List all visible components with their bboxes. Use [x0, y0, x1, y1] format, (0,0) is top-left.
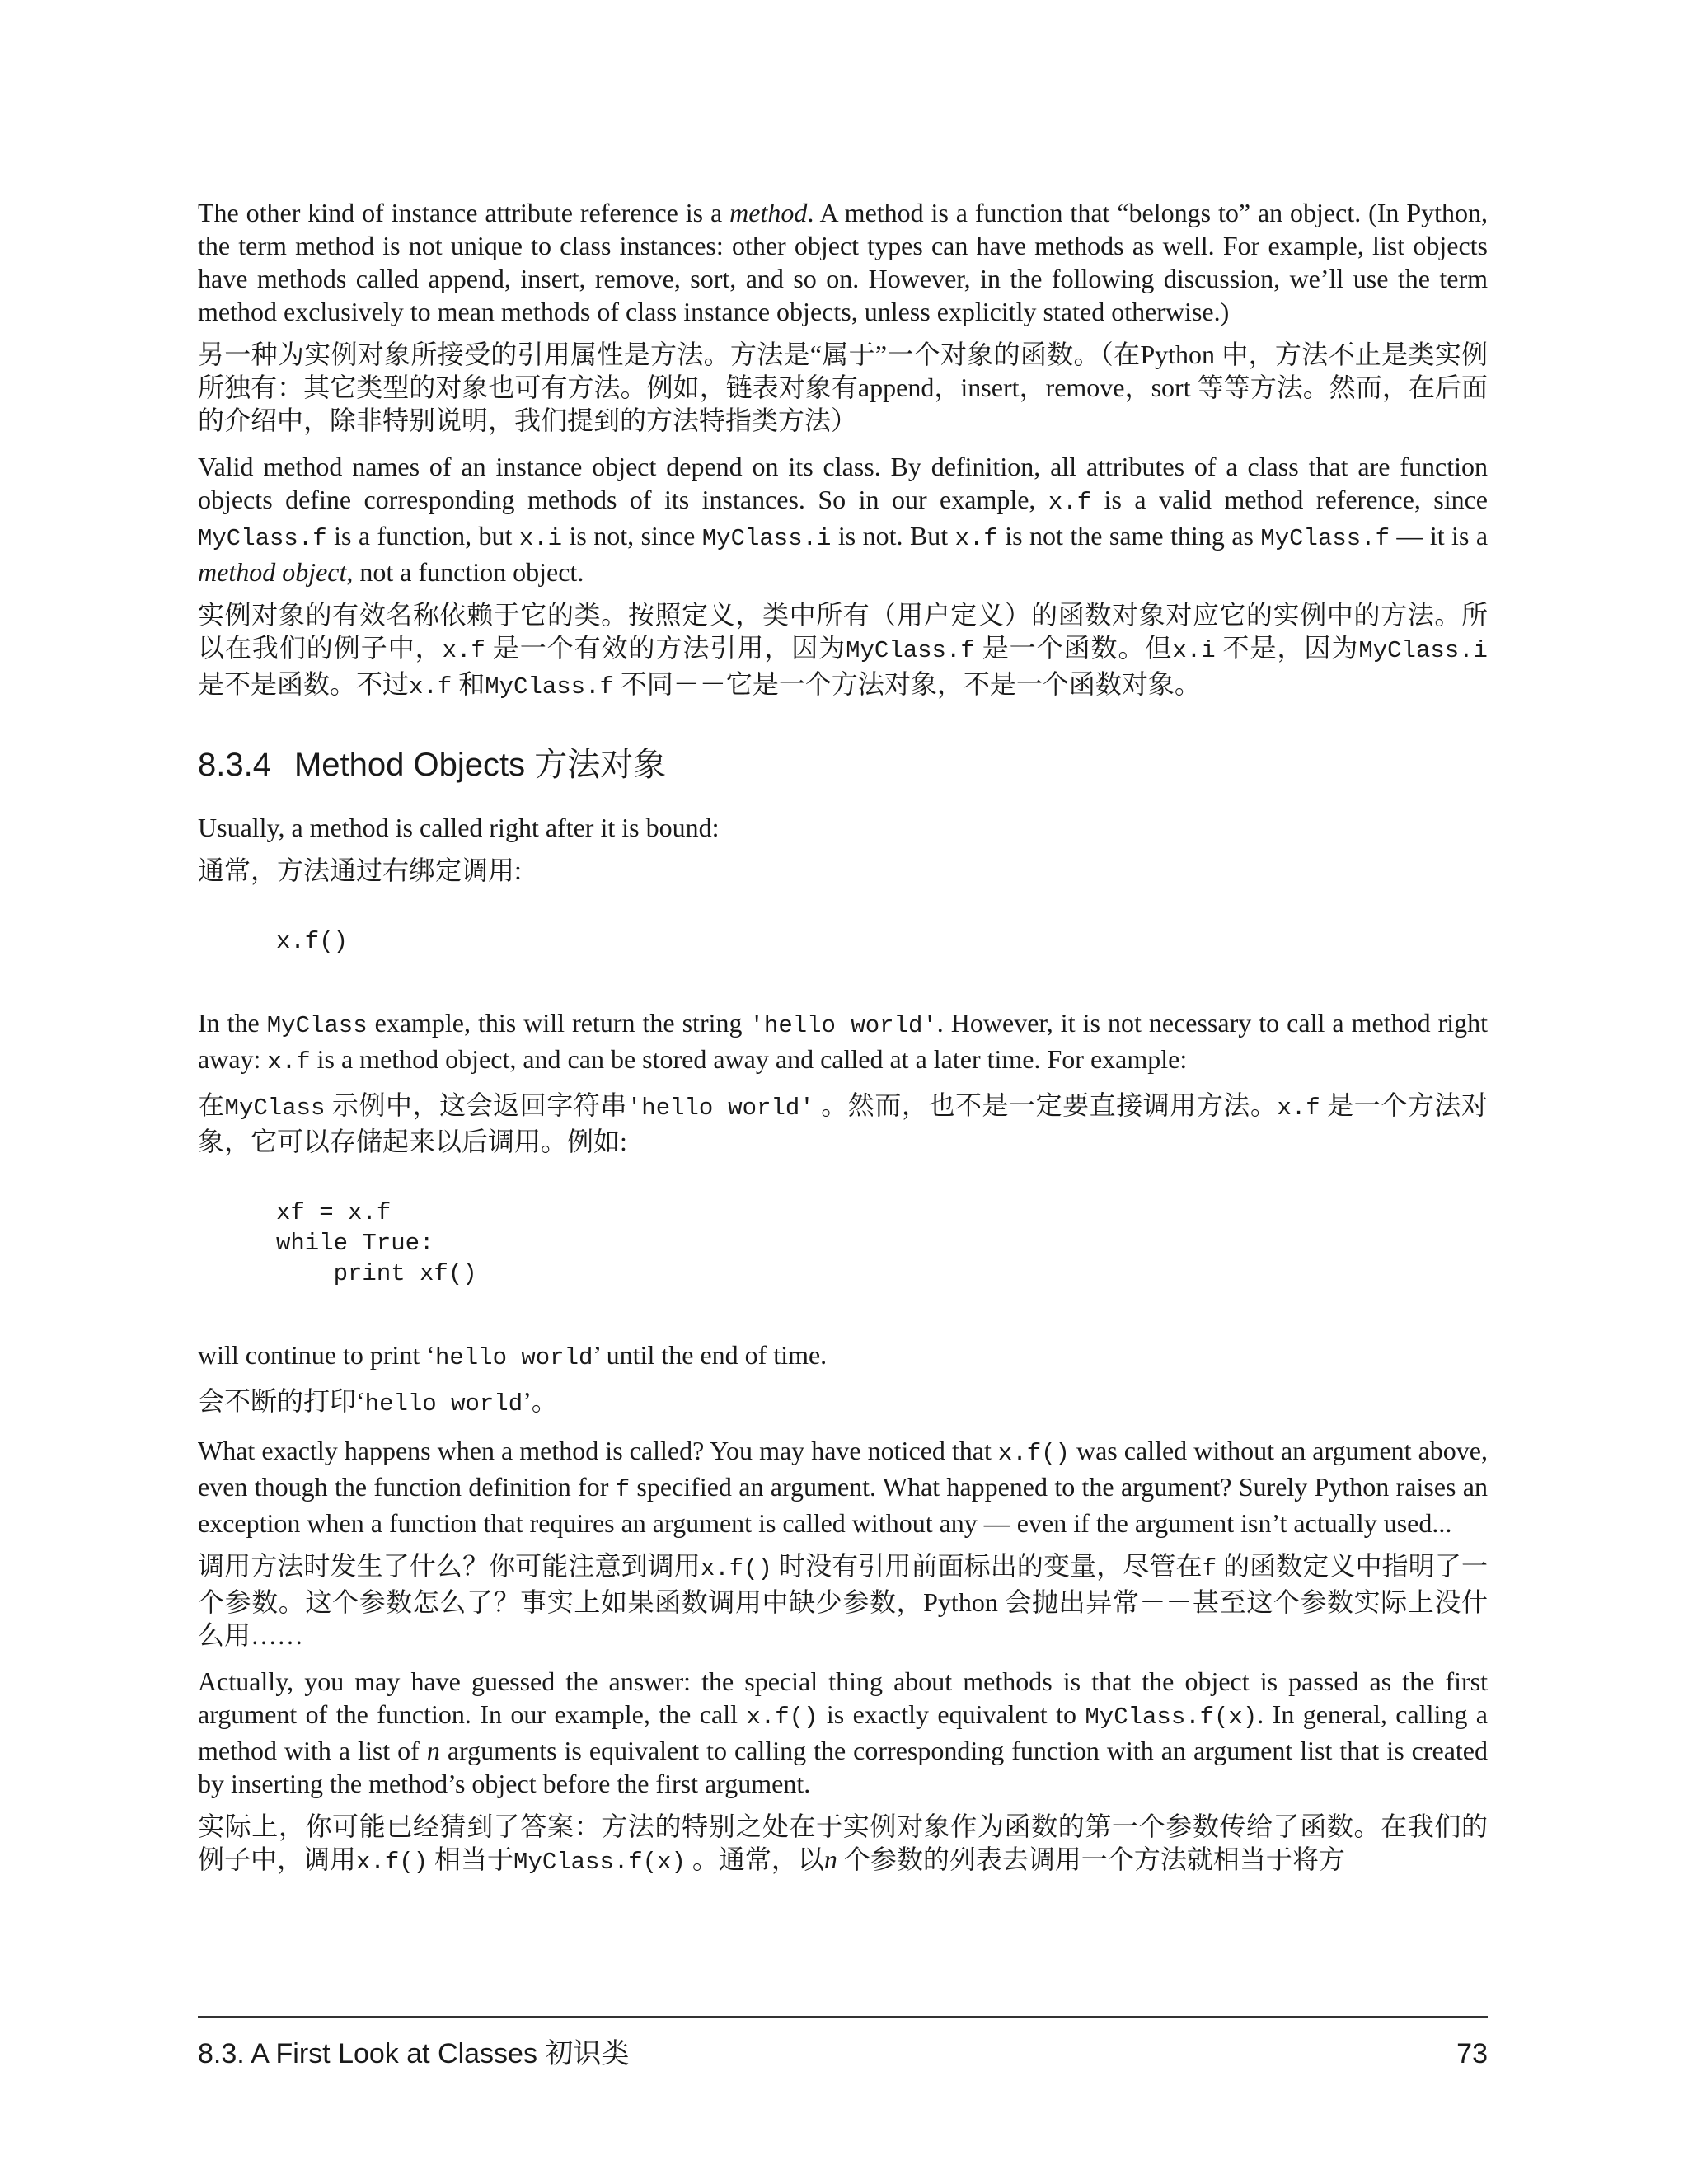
inline-code: x.f() [997, 1440, 1070, 1467]
text: 是不是函数。不过 [198, 669, 410, 699]
inline-code: x.f [1277, 1094, 1320, 1122]
text: is not. But [831, 521, 955, 551]
inline-code: hello world [434, 1344, 593, 1371]
inline-code: MyClass.i [1358, 637, 1488, 664]
paragraph-usually-called-zh: 通常，方法通过右绑定调用: [198, 855, 522, 885]
text: — it is a [1389, 521, 1489, 551]
text: 个参数的列表去调用一个方法就相当于将方 [837, 1844, 1345, 1874]
inline-code: MyClass.f(x) [1085, 1704, 1258, 1731]
inline-code: 'hello world' [749, 1012, 937, 1039]
text: is not, since [562, 521, 702, 551]
inline-code: x.f [442, 637, 485, 664]
paragraph-myclass-example-zh [198, 1089, 1488, 1158]
footer-section-title: 8.3. A First Look at Classes 初识类 [198, 2038, 630, 2069]
inline-code: x.f() [746, 1704, 818, 1731]
text: Valid method names of an instance object depend on its class. By definition, all attributes of a class that are function objects define corresponding methods of its instances. So in our example, [198, 452, 1488, 514]
emphasis-n: n [823, 1844, 837, 1874]
paragraph-answer-zh [198, 1810, 1488, 1879]
inline-code: x.f() [700, 1555, 772, 1582]
inline-code: 'hello world' [626, 1094, 814, 1122]
inline-code: MyClass.f(x) [513, 1849, 686, 1876]
text: Actually, you may have guessed the answer: the special thing about methods is that the object is passed as the first argument of the function. In our example, the call [198, 1666, 1488, 1729]
inline-code: MyClass.f [485, 673, 614, 701]
page-number: 73 [1456, 2038, 1488, 2069]
inline-code: MyClass [224, 1094, 326, 1122]
text: 实际上，你可能已经猜到了答案：方法的特别之处在于实例对象作为函数的第一个参数传给了函数。在我们的例子中，调用 [198, 1811, 1488, 1874]
inline-code: x.f [954, 525, 998, 552]
text: 是一个有效的方法引用，因为 [485, 633, 846, 663]
page-footer [198, 2016, 1488, 2069]
paragraph-continue-print-zh [198, 1385, 1488, 1421]
text: 会不断的打印‘ [198, 1386, 365, 1416]
inline-code: f [1202, 1555, 1217, 1582]
emphasis-method: method [729, 198, 808, 227]
inline-code: x.f() [356, 1849, 429, 1876]
text: example, this will return the string [367, 1008, 750, 1038]
inline-code: MyClass.i [701, 525, 832, 552]
code-block-call: x.f() [276, 928, 349, 955]
text: 在 [198, 1090, 225, 1120]
paragraph-continue-print [198, 1338, 1488, 1375]
text: What exactly happens when a method is called? You may have noticed that [198, 1436, 998, 1465]
paragraph-answer [198, 1665, 1488, 1800]
inline-code: x.i [518, 525, 563, 552]
text: ’。 [523, 1386, 558, 1416]
text: ’ until the end of time. [593, 1340, 828, 1370]
emphasis-n: n [426, 1736, 440, 1765]
paragraph-what-happens [198, 1434, 1488, 1540]
text: . However, it is not necessary to call a method right away: [198, 1008, 1489, 1074]
inline-code: x.f [267, 1048, 311, 1076]
text: 示例中，这会返回字符串 [325, 1090, 627, 1120]
text: , not a function object. [346, 557, 584, 587]
text: 的函数定义中指明了一个参数。这个参数怎么了？事实上如果函数调用中缺少参数，Python 会抛出异常－－甚至这个参数实际上没什么用…… [198, 1551, 1488, 1650]
text: 。然而，也不是一定要直接调用方法。 [814, 1090, 1278, 1120]
text: is a function, but [326, 521, 519, 551]
text: 是一个函数。但 [974, 633, 1173, 663]
text: is not the same thing as [997, 521, 1261, 551]
paragraph-valid-method-names-zh [198, 598, 1488, 704]
inline-code: x.i [1172, 637, 1216, 664]
text: 相当于 [428, 1844, 514, 1874]
paragraph-what-happens-zh [198, 1549, 1488, 1652]
text: 和 [452, 669, 485, 699]
text: 。通常，以 [685, 1844, 824, 1874]
inline-code: MyClass [266, 1012, 368, 1039]
section-number: 8.3.4 [198, 747, 271, 783]
inline-code: MyClass.f [198, 525, 327, 552]
paragraph-usually-called: Usually, a method is called right after it is bound: [198, 813, 720, 842]
text: 实例对象的有效名称依赖于它的类。按照定义，类中所有（用户定义）的函数对象对应它的实例中的方法。所以在我们的例子中， [198, 600, 1488, 663]
text: is a valid method reference, since [1091, 485, 1489, 514]
inline-code: MyClass.f [846, 637, 975, 664]
text: is exactly equivalent to [818, 1699, 1085, 1729]
inline-code: MyClass.f [1260, 525, 1390, 552]
text: was called without an argument above, even though the function definition for [198, 1436, 1489, 1502]
inline-code: x.f [409, 673, 452, 701]
text: 是一个方法对象，它可以存储起来以后调用。例如: [198, 1090, 1488, 1156]
emphasis-method-object: method object [198, 557, 347, 587]
page-body [198, 196, 1488, 1892]
inline-code: hello world [364, 1390, 523, 1418]
paragraph-method-intro-zh: 另一种为实例对象所接受的引用属性是方法。方法是“属于”一个对象的函数。（在Python 中，方法不止是类实例所独有：其它类型的对象也可有方法。例如，链表对象有append，insert，remove，sort 等等方法。然而，在后面的介绍中，除非特别说明，我们提到的方法特指类方法） [198, 340, 1488, 435]
text: 调用方法时发生了什么？你可能注意到调用 [198, 1551, 701, 1581]
code-block-loop: xf = x.f while True: print xf() [276, 1199, 477, 1287]
text: specified an argument. What happened to the argument? Surely Python raises an exception when a function that requires an argument is called without any — even if the argument isn’t actually used... [198, 1472, 1489, 1538]
paragraph-myclass-example [198, 1006, 1488, 1079]
text: will continue to print ‘ [198, 1340, 435, 1370]
section-title: Method Objects 方法对象 [293, 747, 667, 783]
paragraph-valid-method-names [198, 450, 1488, 588]
text: is a method object, and can be stored away and called at a later time. For example: [310, 1044, 1188, 1074]
text: The other kind of instance attribute reference is a [198, 198, 730, 227]
text: . A method is a function that “belongs to” an object. (In Python, the term method is not unique to class instances: other object types can have methods as well. For example, list objects have methods called append, insert, remove, sort, and so on. However, in the following discussion, we’ll use the term method exclusively to mean methods of class instance objects, unless explicitly stated otherwise.) [198, 198, 1489, 326]
text: In the [198, 1008, 267, 1038]
inline-code: f [615, 1476, 631, 1503]
text: arguments is equivalent to calling the corresponding function with an argument list that is created by inserting the method’s object before the first argument. [198, 1736, 1489, 1798]
text: 不同－－它是一个方法对象，不是一个函数对象。 [613, 669, 1201, 699]
text: 时没有引用前面标出的变量，尽管在 [771, 1551, 1203, 1581]
section-heading [198, 745, 1488, 785]
inline-code: x.f [1048, 489, 1092, 516]
paragraph-method-intro [198, 196, 1488, 328]
text: 不是，因为 [1215, 633, 1359, 663]
text: . In general, calling a method with a list of [198, 1699, 1489, 1765]
